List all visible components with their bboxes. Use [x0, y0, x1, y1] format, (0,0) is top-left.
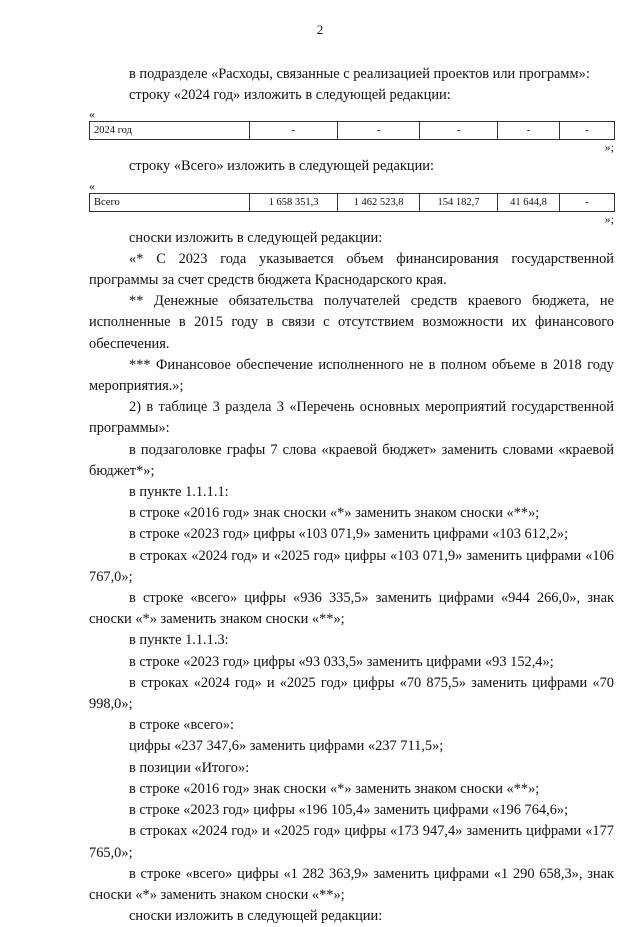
paragraph: в строке «2023 год» цифры «103 071,9» заменить цифрами «103 612,2»; — [129, 526, 569, 543]
paragraph: в строках «2024 год» и «2025 год» цифры «103 071,9» заменить цифрами «106 767,0»; — [89, 547, 614, 585]
paragraph: сноски изложить в следующей редакции: — [129, 229, 383, 246]
paragraph: в строке «2023 год» цифры «93 033,5» заменить цифрами «93 152,4»; — [129, 653, 554, 670]
table-cell: 154 182,7 — [420, 193, 498, 211]
quote-open-mark: « — [89, 178, 95, 193]
table-cell-label: Всего — [90, 193, 250, 211]
paragraph: 2) в таблице 3 раздела 3 «Перечень основных мероприятий государственной программы»: — [89, 399, 614, 437]
table-cell: - — [498, 122, 560, 140]
page-number: 2 — [316, 22, 324, 37]
table-cell: - — [560, 193, 615, 211]
table-row — [90, 193, 615, 211]
document-body — [89, 64, 614, 927]
table-row-total — [89, 193, 615, 212]
table-cell: - — [420, 122, 498, 140]
paragraph: сноски изложить в следующей редакции: — [129, 908, 383, 925]
paragraph: в строке «всего» цифры «936 335,5» заменить цифрами «944 266,0», знак сноски «*» заменить знаком сноски «**»; — [89, 590, 614, 628]
table-cell: - — [560, 122, 615, 140]
paragraph: в строке «2016 год» знак сноски «*» заменить знаком сноски «**»; — [129, 780, 540, 797]
paragraph: «* С 2023 года указывается объем финансирования государственной программы за счет средств бюджета Краснодарского края. — [89, 250, 614, 289]
table-row-2024 — [89, 121, 615, 140]
paragraph: в подзаголовке графы 7 слова «краевой бюджет» заменить словами «краевой бюджет*»; — [89, 441, 614, 479]
paragraph: в строках «2024 год» и «2025 год» цифры «70 875,5» заменить цифрами «70 998,0»; — [89, 674, 614, 713]
paragraph: в подразделе «Расходы, связанные с реализацией проектов или программ»: — [129, 66, 590, 82]
table-cell: - — [338, 122, 420, 140]
quote-close-mark: »; — [604, 140, 614, 155]
paragraph: в строке «всего»: — [129, 717, 235, 734]
paragraph: ** Денежные обязательства получателей средств краевого бюджета, не исполненные в 2015 году в связи с отсутствием возможности их финансового обеспечения. — [89, 293, 614, 352]
paragraph: в пункте 1.1.1.1: — [129, 484, 229, 501]
paragraph: в пункте 1.1.1.3: — [129, 632, 229, 649]
paragraph: цифры «237 347,6» заменить цифрами «237 711,5»; — [129, 738, 444, 755]
table-cell: 41 644,8 — [498, 193, 560, 211]
table-row — [90, 122, 615, 140]
paragraph: в строке «2016 год» знак сноски «*» заменить знаком сноски «**»; — [129, 505, 540, 522]
paragraph: в позиции «Итого»: — [129, 759, 250, 776]
table-cell: - — [250, 122, 338, 140]
table-cell: 1 462 523,8 — [338, 193, 420, 211]
table-cell: 1 658 351,3 — [250, 193, 338, 211]
paragraph: в строке «всего» цифры «1 282 363,9» заменить цифрами «1 290 658,3», знак сноски «*» заменить знаком сноски «**»; — [89, 865, 614, 903]
paragraph: строку «2024 год» изложить в следующей редакции: — [129, 87, 451, 104]
quote-close-mark: »; — [604, 211, 614, 226]
paragraph: *** Финансовое обеспечение исполненного не в полном объеме в 2018 году мероприятия.»; — [89, 356, 614, 395]
paragraph: в строке «2023 год» цифры «196 105,4» заменить цифрами «196 764,6»; — [129, 802, 569, 819]
table-cell-label: 2024 год — [90, 122, 250, 140]
quote-open-mark: « — [89, 107, 95, 122]
paragraph: строку «Всего» изложить в следующей редакции: — [129, 158, 434, 175]
paragraph: в строках «2024 год» и «2025 год» цифры «173 947,4» заменить цифрами «177 765,0»; — [89, 823, 614, 861]
